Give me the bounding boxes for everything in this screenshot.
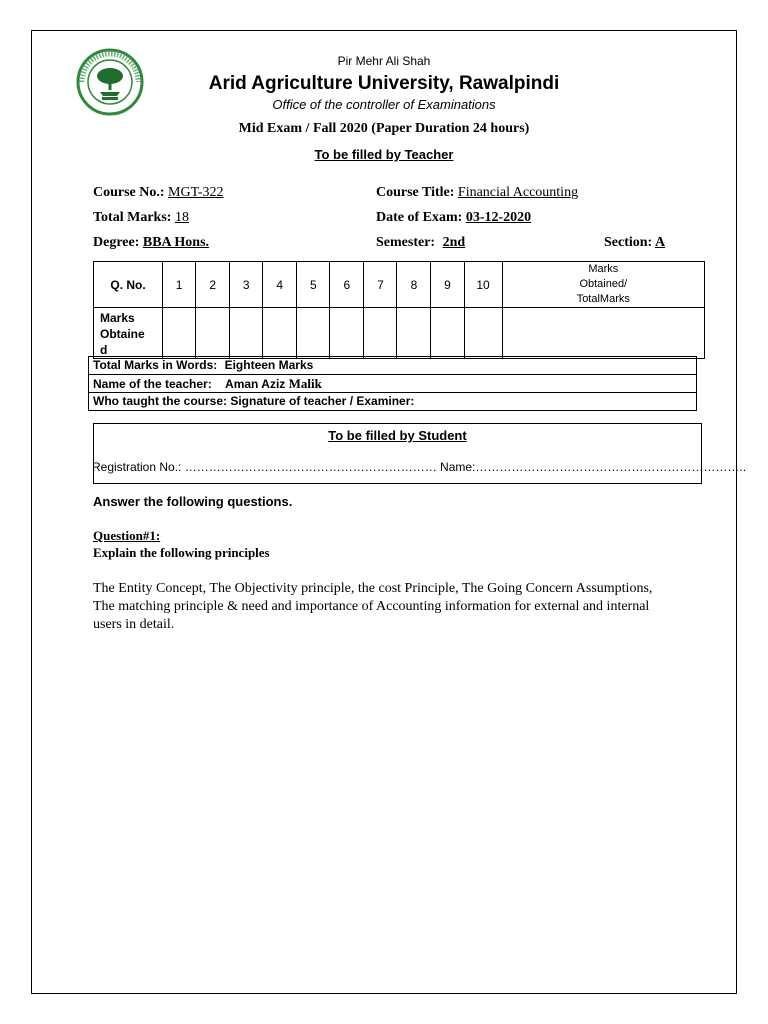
founder-name: Pir Mehr Ali Shah (337, 54, 431, 68)
question-col-9: 9 (431, 262, 464, 308)
question-col-7: 7 (364, 262, 397, 308)
marks-cell-9 (431, 308, 464, 359)
semester-value: 2nd (442, 235, 466, 250)
total-marks-label: Total Marks: (93, 210, 172, 225)
marks-in-words-value: Eighteen Marks (224, 358, 314, 372)
teacher-name-value: Aman Aziz (225, 377, 286, 391)
course-title-value: Financial Accounting (457, 185, 579, 200)
section-label: Section: (604, 235, 653, 250)
teacher-name-row (89, 375, 696, 393)
degree (93, 235, 209, 251)
question-col-3: 3 (230, 262, 263, 308)
teacher-name-label: Name of the teacher: (93, 377, 212, 391)
exam-title: Mid Exam / Fall 2020 (Paper Duration 24 hours) (238, 121, 530, 136)
section (604, 235, 665, 251)
course-no-value: MGT-322 (168, 185, 224, 200)
question-1-title: Question#1: (93, 528, 161, 543)
question-col-10: 10 (464, 262, 502, 308)
course-no (93, 185, 224, 201)
course-title-label: Course Title: (376, 185, 455, 200)
exam-date-label: Date of Exam: (376, 210, 463, 225)
marks-obtained-label (94, 308, 163, 359)
marks-cell-5 (297, 308, 330, 359)
obtained-total-header (502, 262, 704, 308)
exam-date-value: 03-12-2020 (465, 210, 532, 225)
marks-cell-10 (464, 308, 502, 359)
course-no-label: Course No.: (93, 185, 165, 200)
total-marks (93, 210, 189, 226)
question-col-1: 1 (163, 262, 196, 308)
question-1-subtitle: Explain the following principles (93, 545, 270, 560)
registration-name-line: Registration No.: ……………………………………………………… Name:………………………………………………………….. (92, 460, 747, 474)
marks-cell-2 (196, 308, 230, 359)
question-1-line-1: The Entity Concept, The Objectivity principle, the cost Principle, The Going Concern Assumptions, (93, 581, 653, 596)
student-section-title: To be filled by Student (328, 428, 467, 443)
table-header-row (94, 262, 705, 308)
signature-row: Who taught the course: Signature of teacher / Examiner: (93, 394, 415, 408)
question-col-4: 4 (263, 262, 297, 308)
course-title (376, 185, 578, 201)
teacher-info-box (88, 356, 697, 411)
office-name: Office of the controller of Examinations (272, 97, 496, 112)
instruction-text: Answer the following questions. (93, 494, 293, 509)
marks-cell-4 (263, 308, 297, 359)
question-col-8: 8 (397, 262, 431, 308)
question-col-5: 5 (297, 262, 330, 308)
teacher-surname-value: Malik (288, 376, 322, 391)
marks-label-line-3: d (100, 343, 108, 357)
marks-in-words-label: Total Marks in Words: (93, 358, 218, 372)
question-1-line-3: users in detail. (93, 617, 175, 632)
question-col-6: 6 (330, 262, 364, 308)
marks-total-cell (502, 308, 704, 359)
page-border (31, 30, 737, 994)
question-1-line-2: The matching principle & need and importance of Accounting information for external and internal (93, 599, 650, 614)
obtained-header-line-2: Obtained/ (579, 278, 628, 290)
marks-cell-7 (364, 308, 397, 359)
marks-cell-3 (230, 308, 263, 359)
qno-header: Q. No. (94, 262, 163, 308)
marks-label-line-2: Obtaine (100, 327, 145, 341)
student-box (92, 423, 747, 484)
semester (376, 235, 465, 251)
section-value: A (654, 235, 666, 250)
obtained-header-line-1: Marks (588, 263, 619, 275)
marks-obtained-row (94, 308, 705, 359)
obtained-header-line-3: TotalMarks (576, 293, 630, 305)
marks-cell-1 (163, 308, 196, 359)
exam-date (376, 210, 531, 226)
question-col-2: 2 (196, 262, 230, 308)
teacher-section-title: To be filled by Teacher (314, 147, 454, 162)
degree-value: BBA Hons. (142, 235, 210, 250)
marks-table (93, 261, 705, 359)
university-name: Arid Agriculture University, Rawalpindi (208, 73, 560, 94)
degree-label: Degree: (93, 235, 140, 250)
marks-cell-8 (397, 308, 431, 359)
semester-label: Semester: (376, 235, 436, 250)
marks-in-words-row (89, 357, 696, 375)
marks-label-line-1: Marks (100, 311, 135, 325)
total-marks-value: 18 (174, 210, 189, 225)
marks-cell-6 (330, 308, 364, 359)
